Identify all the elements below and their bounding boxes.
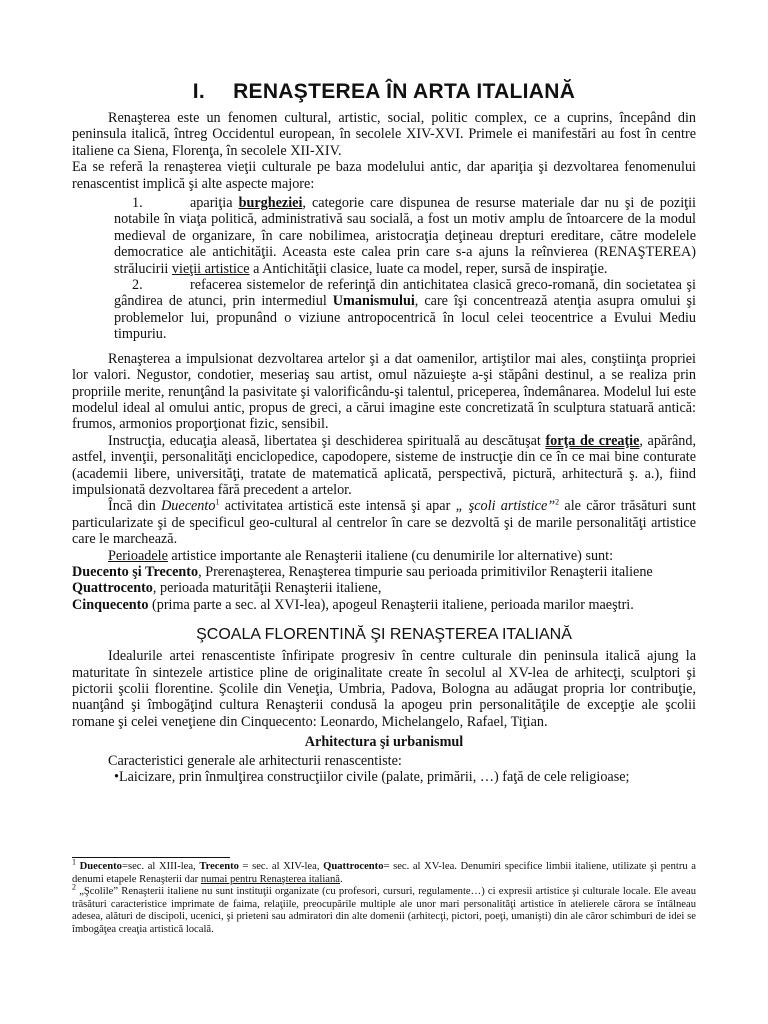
emphasis-term: „ şcoli artistice” <box>455 498 556 515</box>
emphasis-term: Perioadele <box>108 547 168 564</box>
list-item-text: a Antichităţii clasice, luate ca model, reper, sursă de inspiraţie. <box>249 260 608 277</box>
footnote-text: =sec. al XIII-lea, <box>121 861 200 872</box>
section-heading: ŞCOALA FLORENTINĂ ŞI RENAŞTEREA ITALIANĂ <box>196 626 572 644</box>
text-span: (prima parte a sec. al XVI-lea), apogeul Renaşterii italiene, perioada marilor maeştri. <box>148 596 634 613</box>
period-duecento <box>72 564 696 580</box>
list-item-text: apariţia <box>190 195 239 212</box>
footnote-ref[interactable]: 2 <box>555 497 560 507</box>
list-item-text: , care îşi concentrează atenţia asupra omului şi problemelor lui, propunând o viziune antropocentrică în locul celei teocentrice a Evului Mediu timpuriu. <box>114 293 696 343</box>
section-paragraph: Idealurile artei renascentiste înfiripate progresiv în centre culturale din peninsula italică ajung la maturitate în sintezele artistice pline de originalitate create în secolul al XV-lea de arhitecţi, sculptori şi pictorii şcolii florentine. Şcolile din Veneţia, Umbria, Padova, Bologna au adăugat propria lor contribuţie, nuanţând şi îmbogăţind cultura Renaşterii condusă la apogeu prin personalităţile de excepţie ale şcolii romane şi celei veneţiene din Cinquecento: Leonardo, Michelangelo, Rafael, Tiţian. <box>72 648 696 730</box>
list-item-number: 1. <box>132 195 143 212</box>
bullet-icon: • <box>114 769 119 786</box>
footnote-ref[interactable]: 1 <box>215 497 220 507</box>
footnote-term: Trecento <box>199 861 239 872</box>
footnote-text: = sec. al XV-lea. Denumiri specifice limbii italiene, utilizate şi pentru a denumi etapele Renaşterii dar <box>72 861 696 885</box>
emphasis-term: Duecento <box>161 498 216 515</box>
text-span: Instrucţia, educaţia aleasă, libertatea şi deschiderea spirituală au descătuşat <box>108 432 546 449</box>
text-span: activitatea artistică este intensă şi apar <box>219 498 456 515</box>
bullet-text: Laicizare, prin înmulţirea construcţiilor civile (palate, primării, …) faţă de cele religioase; <box>118 769 630 786</box>
footnote-text: = sec. al XIV-lea, <box>238 861 324 872</box>
list-item-text: , categorie care dispunea de resurse materiale dar nu şi de poziţii notabile în viaţa politică, administrativă sau socială, a fost un motiv amplu de întoarcere de la modul medieval de organizare, în care nobilimea, aristocraţia deţineau drepturi ereditare, către modelele democratice ale antichităţii. Aceasta este calea prin care s-a ajuns la reînvierea (RENAŞTEREA) strălucirii <box>114 195 696 277</box>
footnote-text: numai pentru Renaşterea italiană <box>200 873 340 885</box>
footnote-number: 2 <box>72 882 76 892</box>
period-term: Duecento şi Trecento <box>72 563 199 580</box>
text-span: ale căror trăsături sunt particularizate şi de specificul geo-cultural al centrelor în care se dezvoltă şi de marile personalităţi artistice care le marchează. <box>72 498 696 548</box>
period-term: Cinquecento <box>72 596 149 613</box>
footnote-text: „Şcolile” Renaşterii italiene nu sunt instituţii organizate (cu profesori, cursuri, regulamente…) ci expresii artistice şi culturale locale. Ele aveau trăsături caracteristice imprimate de faima, relaţiile, preocupările multiple ale unor mari personalităţi artistice în atelierele cărora se întâlneau adesea, alături de discipoli, ucenici, şi prieteni sau admiratori din alte domenii (arhitecţi, pictori, poeţi, umanişti) din ale căror schimburi de idei se îmbogăţea creaţia artistică locală. <box>72 886 696 935</box>
title-text: RENAŞTEREA ÎN ARTA ITALIANĂ <box>233 80 576 103</box>
intro-paragraph-2: Ea se referă la renaşterea vieţii culturale pe baza modelului antic, dar apariţia şi dezvoltarea fenomenului renascentist implică şi alte aspecte majore: <box>72 159 696 192</box>
list-item-term: Umanismului <box>332 293 415 310</box>
body-paragraph-5 <box>72 498 696 547</box>
text-span: , Prerenaşterea, Renaşterea timpurie sau perioada primitivilor Renaşterii italiene <box>198 563 653 580</box>
footnote-divider <box>72 857 230 858</box>
list-item <box>72 277 696 343</box>
footnote-term: Quattrocento <box>323 861 384 872</box>
characteristics-intro: Caracteristici generale ale arhitecturii renascentiste: <box>108 752 402 769</box>
list-item-term: vieţii artistice <box>171 260 250 277</box>
page-title <box>72 80 696 104</box>
emphasis-term: forţa de creaţie <box>545 432 640 449</box>
footnote-2 <box>72 882 696 936</box>
text-span: , perioada maturităţii Renaşterii italiene, <box>152 580 382 597</box>
text-span: artistice importante ale Renaşterii italiene (cu denumirile lor alternative) sunt: <box>167 547 614 564</box>
aspects-list <box>72 195 696 343</box>
list-item-number: 2. <box>132 277 143 294</box>
bullet-item <box>72 769 696 785</box>
period-term: Quattrocento <box>72 580 153 597</box>
footnote-text: . <box>339 873 343 885</box>
list-item <box>72 195 696 277</box>
title-number: I. <box>192 80 206 103</box>
body-paragraph-6 <box>72 548 696 564</box>
text-span: Încă din <box>108 498 162 515</box>
list-item-text: refacerea sistemelor de referinţă din antichitatea clasică greco-romană, din societatea şi gândirea de atunci, prin intermediul <box>114 277 696 310</box>
intro-paragraph-1: Renaşterea este un fenomen cultural, artistic, social, politic complex, ce a cuprins, începând din peninsula italică, întreg Occidentul european, în secolele XIV-XVI. Primele ei manifestări au fost în centre italiene ca Siena, Florenţa, în secolele XII-XIV. <box>72 110 696 159</box>
list-item-term: burgheziei <box>238 195 303 212</box>
subsection-heading: Arhitectura şi urbanismul <box>304 734 464 751</box>
body-paragraph-3: Renaşterea a impulsionat dezvoltarea artelor şi a dat oamenilor, artiştilor mai ales, conştiinţa propriei lor valori. Negustor, condotier, meseriaş sau artist, omul năzuieşte a-şi stăpâni destinul, a se realiza prin propriile merite, renunţând la pasivitate şi valorificându-şi talentul, priceperea, îndemânarea. Modelul lui este modelul ideal al omului antic, propus de greci, a cărui imagine este concretizată în sculptura statuară antică: frumos, armonios proporţionat fizic, sensibil. <box>72 350 696 433</box>
footnote-number: 1 <box>72 857 76 867</box>
document-page <box>72 80 696 785</box>
footnote-1 <box>72 857 696 886</box>
footnotes <box>72 857 696 937</box>
text-span: , apărând, astfel, invenţii, personalităţi enciclopedice, capodopere, sisteme de instrucţie din ce în ce mai bine conturate (academii libere, universităţi, tratate de matematică aplicată, perspectivă, pictură, arhitectură ş. a.), fiind impulsionată dezvoltarea fără precedent a artelor. <box>72 432 696 498</box>
footnote-term: Duecento <box>79 861 122 872</box>
body-paragraph-4 <box>72 433 696 499</box>
period-cinquecento <box>72 597 696 613</box>
period-quattrocento <box>72 580 696 596</box>
